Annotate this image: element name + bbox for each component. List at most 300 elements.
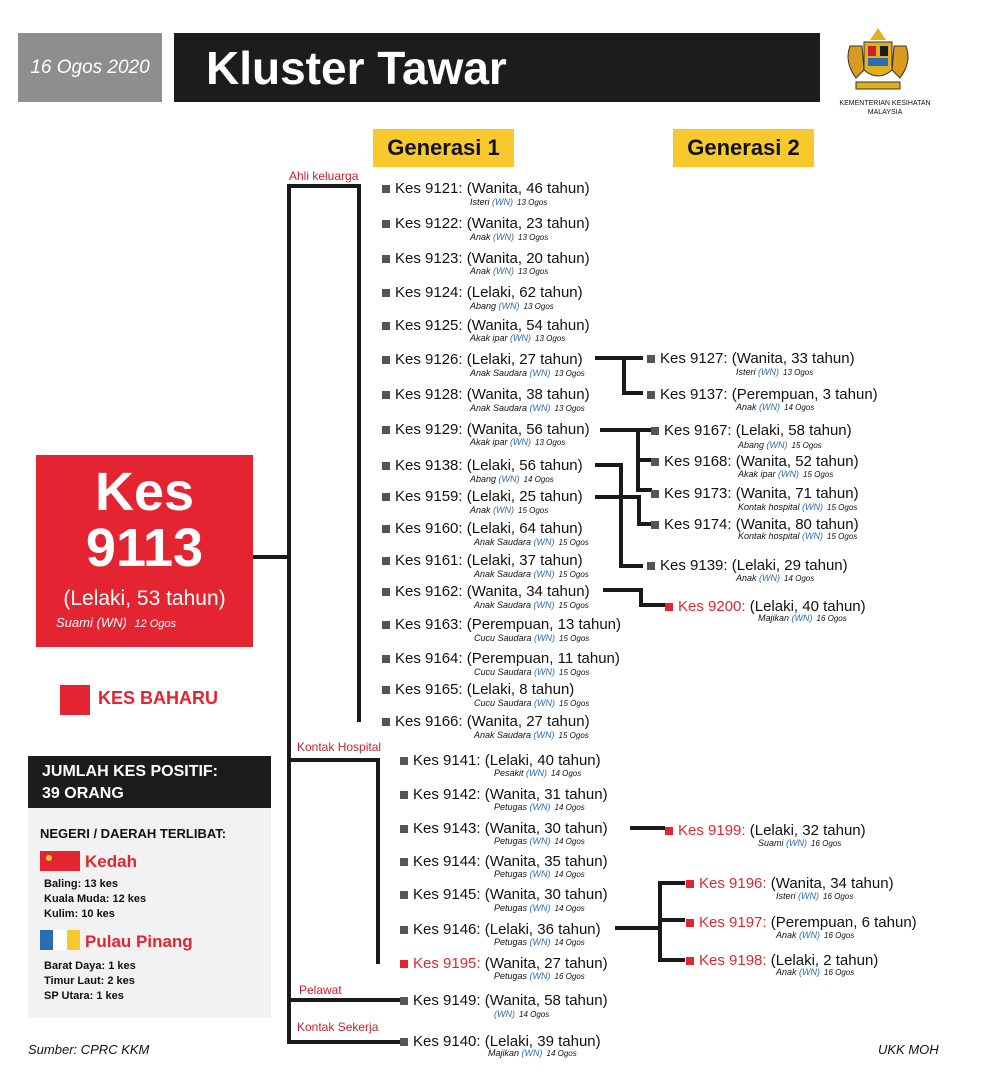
case-marker-icon — [382, 718, 390, 726]
case-date: 15 Ogos — [558, 731, 589, 740]
case-desc: (Wanita, 30 tahun) — [480, 820, 608, 837]
case-id: Kes 9144: — [413, 853, 481, 870]
case-wn: (WN) — [759, 402, 781, 412]
case-desc: (Lelaki, 62 tahun) — [462, 284, 583, 301]
case-detail — [736, 367, 813, 378]
case-detail — [470, 197, 547, 208]
case-detail — [736, 402, 814, 413]
case-id: Kes 9174: — [664, 516, 732, 533]
connector-line — [600, 428, 652, 432]
case-node — [664, 422, 852, 439]
case-date: 15 Ogos — [827, 503, 858, 512]
case-node — [699, 875, 894, 892]
case-desc: (Lelaki, 36 tahun) — [480, 921, 601, 938]
case-wn: (WN) — [534, 667, 556, 677]
case-wn: (WN) — [529, 869, 551, 879]
case-detail — [776, 891, 853, 902]
case-date: 14 Ogos — [554, 803, 585, 812]
case-node — [395, 552, 583, 569]
case-detail — [474, 730, 589, 741]
case-wn: (WN) — [758, 367, 780, 377]
case-marker-icon — [382, 426, 390, 434]
case-marker-icon — [686, 919, 694, 927]
case-node — [395, 583, 590, 600]
case-id: Kes 9145: — [413, 886, 481, 903]
case-desc: (Wanita, 34 tahun) — [766, 875, 894, 892]
case-wn: (WN) — [778, 469, 800, 479]
case-detail — [470, 232, 548, 243]
case-id: Kes 9199: — [678, 822, 746, 839]
case-node — [413, 921, 601, 938]
case-relation: Petugas — [494, 903, 530, 913]
case-relation: Suami — [758, 838, 787, 848]
district-item: Kuala Muda: 12 kes — [44, 893, 147, 905]
case-node — [395, 351, 583, 368]
case-node — [395, 616, 621, 633]
case-detail — [470, 403, 585, 414]
case-node — [395, 421, 590, 438]
connector-line — [619, 463, 623, 567]
penang-flag-icon — [40, 930, 80, 950]
case-detail — [474, 537, 589, 548]
case-node — [395, 386, 590, 403]
case-desc: (Wanita, 58 tahun) — [480, 992, 608, 1009]
date-label: 16 Ogos 2020 — [18, 33, 162, 102]
case-relation: Majikan — [758, 613, 792, 623]
case-detail — [494, 869, 585, 880]
case-relation: Majikan — [488, 1048, 522, 1058]
case-relation: Anak — [470, 232, 494, 242]
connector-line — [376, 758, 380, 964]
case-detail — [470, 368, 585, 379]
case-marker-icon — [647, 562, 655, 570]
summary-header — [28, 756, 271, 808]
case-wn: (WN) — [529, 802, 551, 812]
case-marker-icon — [651, 427, 659, 435]
case-desc: (Wanita, 23 tahun) — [462, 215, 590, 232]
case-id: Kes 9143: — [413, 820, 481, 837]
case-date: 14 Ogos — [551, 769, 582, 778]
case-desc: (Perempuan, 6 tahun) — [766, 914, 917, 931]
case-desc: (Lelaki, 27 tahun) — [462, 351, 583, 368]
case-id: Kes 9124: — [395, 284, 463, 301]
case-wn: (WN) — [529, 903, 551, 913]
case-detail — [776, 967, 854, 978]
case-desc: (Lelaki, 8 tahun) — [462, 681, 575, 698]
group-label-family: Ahli keluarga — [289, 169, 359, 183]
case-detail — [494, 903, 585, 914]
case-date: 14 Ogos — [554, 870, 585, 879]
case-date: 15 Ogos — [558, 601, 589, 610]
case-marker-icon — [651, 458, 659, 466]
case-date: 13 Ogos — [535, 438, 566, 447]
case-detail — [474, 698, 589, 709]
connector-line — [639, 603, 665, 607]
case-wn: (WN) — [529, 937, 551, 947]
case-node — [395, 681, 574, 698]
case-node — [660, 557, 848, 574]
case-detail — [736, 573, 814, 584]
index-case-kes: Kes — [94, 462, 195, 522]
case-marker-icon — [400, 757, 408, 765]
case-id: Kes 9165: — [395, 681, 463, 698]
case-relation: Isteri — [776, 891, 799, 901]
case-node — [413, 992, 608, 1009]
kedah-districts — [44, 877, 146, 922]
case-id: Kes 9162: — [395, 583, 463, 600]
case-wn: (WN) — [533, 730, 555, 740]
connector-line — [637, 495, 641, 525]
case-date: 15 Ogos — [518, 506, 549, 515]
case-marker-icon — [686, 880, 694, 888]
connector-line — [622, 356, 626, 394]
case-marker-icon — [382, 289, 390, 297]
case-desc: (Perempuan, 11 tahun) — [462, 650, 620, 667]
generation-2-label: Generasi 2 — [673, 129, 814, 167]
case-wn: (WN) — [802, 531, 824, 541]
case-date: 16 Ogos — [816, 614, 847, 623]
case-wn: (WN) — [529, 836, 551, 846]
case-relation: Cucu Saudara — [474, 633, 535, 643]
case-marker-icon — [382, 356, 390, 364]
connector-line — [287, 1040, 400, 1044]
case-detail — [470, 474, 554, 485]
case-id: Kes 9198: — [699, 952, 767, 969]
case-desc: (Wanita, 31 tahun) — [480, 786, 608, 803]
case-marker-icon — [400, 891, 408, 899]
case-desc: (Lelaki, 2 tahun) — [766, 952, 879, 969]
case-desc: (Wanita, 38 tahun) — [462, 386, 590, 403]
case-desc: (Wanita, 52 tahun) — [731, 453, 859, 470]
case-detail — [758, 613, 847, 624]
case-desc: (Wanita, 34 tahun) — [462, 583, 590, 600]
connector-line — [615, 926, 661, 930]
source-label: Sumber: CPRC KKM — [28, 1042, 150, 1057]
case-desc: (Lelaki, 56 tahun) — [462, 457, 583, 474]
case-marker-icon — [400, 960, 408, 968]
case-wn: (WN) — [492, 197, 514, 207]
case-detail — [470, 505, 548, 516]
case-wn: (WN) — [494, 1009, 515, 1019]
state-penang: Pulau Pinang — [85, 932, 193, 951]
case-id: Kes 9167: — [664, 422, 732, 439]
case-detail — [470, 333, 565, 344]
case-date: 15 Ogos — [558, 538, 589, 547]
page-title: Kluster Tawar — [174, 33, 820, 102]
case-marker-icon — [400, 1038, 408, 1046]
case-marker-icon — [400, 825, 408, 833]
case-marker-icon — [647, 355, 655, 363]
connector-line — [287, 758, 378, 762]
case-node — [395, 250, 590, 267]
case-wn: (WN) — [529, 368, 551, 378]
case-node — [664, 485, 859, 502]
case-wn: (WN) — [798, 891, 820, 901]
case-id: Kes 9164: — [395, 650, 463, 667]
case-id: Kes 9197: — [699, 914, 767, 931]
case-marker-icon — [400, 926, 408, 934]
case-marker-icon — [382, 621, 390, 629]
case-marker-icon — [382, 655, 390, 663]
case-relation: Anak — [470, 266, 494, 276]
case-date: 14 Ogos — [554, 904, 585, 913]
group-label-visitor: Pelawat — [299, 983, 342, 997]
case-marker-icon — [651, 490, 659, 498]
case-desc: (Lelaki, 40 tahun) — [480, 752, 601, 769]
case-relation: Kontak hospital — [738, 502, 803, 512]
case-id: Kes 9196: — [699, 875, 767, 892]
case-node — [395, 180, 590, 197]
case-detail — [474, 600, 589, 611]
connector-line — [287, 998, 400, 1002]
index-case-number: 9113 — [85, 518, 204, 578]
case-wn: (WN) — [493, 266, 515, 276]
case-relation: Kontak hospital — [738, 531, 803, 541]
connector-line — [658, 958, 685, 962]
case-marker-icon — [382, 493, 390, 501]
district-item: SP Utara: 1 kes — [44, 990, 124, 1002]
case-relation: Anak Saudara — [474, 600, 534, 610]
case-node — [413, 886, 608, 903]
index-case-relation — [56, 615, 176, 630]
case-desc: (Wanita, 33 tahun) — [727, 350, 855, 367]
connector-line — [622, 391, 643, 395]
index-case-wn: (WN) — [96, 615, 127, 630]
case-date: 15 Ogos — [559, 668, 590, 677]
case-id: Kes 9200: — [678, 598, 746, 615]
case-marker-icon — [382, 391, 390, 399]
case-wn: (WN) — [493, 232, 515, 242]
case-date: 14 Ogos — [519, 1010, 550, 1019]
case-id: Kes 9126: — [395, 351, 463, 368]
case-id: Kes 9125: — [395, 317, 463, 334]
generation-1-label: Generasi 1 — [373, 129, 514, 167]
case-node — [395, 713, 590, 730]
connector-line — [595, 495, 641, 499]
connector-line — [357, 184, 361, 722]
case-id: Kes 9141: — [413, 752, 481, 769]
case-marker-icon — [382, 686, 390, 694]
case-wn: (WN) — [799, 967, 821, 977]
case-marker-icon — [382, 557, 390, 565]
connector-line — [253, 555, 289, 559]
states-title: NEGERI / DAERAH TERLIBAT: — [40, 826, 227, 841]
connector-line — [658, 881, 685, 885]
case-id: Kes 9195: — [413, 955, 481, 972]
connector-line — [658, 918, 685, 922]
group-label-coworker: Kontak Sekerja — [297, 1020, 379, 1034]
case-date: 15 Ogos — [827, 532, 858, 541]
case-relation: Isteri — [736, 367, 759, 377]
case-id: Kes 9149: — [413, 992, 481, 1009]
case-id: Kes 9139: — [660, 557, 728, 574]
case-desc: (Wanita, 46 tahun) — [462, 180, 590, 197]
case-relation: Cucu Saudara — [474, 667, 535, 677]
case-relation: Anak Saudara — [474, 730, 534, 740]
case-desc: (Lelaki, 37 tahun) — [462, 552, 583, 569]
case-id: Kes 9123: — [395, 250, 463, 267]
case-relation: Petugas — [494, 836, 530, 846]
case-detail — [494, 836, 585, 847]
case-wn: (WN) — [498, 474, 520, 484]
case-desc: (Lelaki, 58 tahun) — [731, 422, 852, 439]
case-wn: (WN) — [510, 333, 532, 343]
index-case-rel: Suami — [56, 615, 93, 630]
case-desc: (Wanita, 27 tahun) — [480, 955, 608, 972]
case-marker-icon — [382, 322, 390, 330]
case-date: 16 Ogos — [824, 931, 855, 940]
case-detail — [474, 667, 589, 678]
case-desc: (Lelaki, 29 tahun) — [727, 557, 848, 574]
case-relation: Abang — [470, 301, 499, 311]
case-id: Kes 9129: — [395, 421, 463, 438]
case-date: 13 Ogos — [535, 334, 566, 343]
case-date: 13 Ogos — [783, 368, 814, 377]
case-id: Kes 9161: — [395, 552, 463, 569]
case-wn: (WN) — [498, 301, 520, 311]
case-id: Kes 9159: — [395, 488, 463, 505]
ministry-label: KEMENTERIAN KESIHATAN MALAYSIA — [839, 100, 931, 116]
case-desc: (Perempuan, 3 tahun) — [727, 386, 878, 403]
case-node — [413, 853, 608, 870]
case-node — [395, 520, 583, 537]
state-kedah: Kedah — [85, 852, 137, 871]
case-date: 13 Ogos — [554, 404, 585, 413]
case-relation: Anak Saudara — [474, 569, 534, 579]
connector-line — [630, 826, 665, 830]
connector-line — [287, 184, 359, 188]
case-relation: Akak ipar — [470, 333, 511, 343]
case-desc: (Lelaki, 32 tahun) — [745, 822, 866, 839]
case-relation: Akak ipar — [738, 469, 779, 479]
case-id: Kes 9160: — [395, 520, 463, 537]
case-id: Kes 9163: — [395, 616, 463, 633]
case-id: Kes 9140: — [413, 1033, 481, 1050]
case-wn: (WN) — [759, 573, 781, 583]
case-detail — [494, 937, 585, 948]
case-relation: Petugas — [494, 802, 530, 812]
credit-label: UKK MOH — [878, 1042, 939, 1057]
case-wn: (WN) — [786, 838, 808, 848]
case-relation: Cucu Saudara — [474, 698, 535, 708]
district-item: Timur Laut: 2 kes — [44, 975, 135, 987]
case-marker-icon — [651, 521, 659, 529]
case-detail — [488, 1048, 577, 1059]
case-date: 13 Ogos — [554, 369, 585, 378]
case-date: 14 Ogos — [784, 574, 815, 583]
group-label-hospital: Kontak Hospital — [297, 740, 382, 754]
index-case-date: 12 Ogos — [134, 618, 177, 630]
case-relation: Anak — [736, 573, 760, 583]
case-node — [413, 786, 608, 803]
index-case-box — [36, 455, 253, 647]
case-date: 13 Ogos — [518, 267, 549, 276]
case-id: Kes 9146: — [413, 921, 481, 938]
case-relation: Anak — [776, 930, 800, 940]
case-date: 16 Ogos — [824, 968, 855, 977]
case-date: 14 Ogos — [784, 403, 815, 412]
case-relation: Anak Saudara — [474, 537, 534, 547]
case-date: 13 Ogos — [518, 233, 549, 242]
case-date: 16 Ogos — [823, 892, 854, 901]
case-node — [395, 215, 590, 232]
case-marker-icon — [647, 391, 655, 399]
case-date: 15 Ogos — [559, 699, 590, 708]
case-detail — [758, 838, 841, 849]
case-desc: (Lelaki, 64 tahun) — [462, 520, 583, 537]
connector-line — [619, 564, 643, 568]
case-id: Kes 9137: — [660, 386, 728, 403]
connector-line — [595, 356, 643, 360]
case-marker-icon — [400, 858, 408, 866]
connector-line — [636, 488, 652, 492]
case-relation: Petugas — [494, 869, 530, 879]
case-relation: Anak — [776, 967, 800, 977]
case-wn: (WN) — [791, 613, 813, 623]
case-detail — [776, 930, 854, 941]
case-date: 15 Ogos — [791, 441, 822, 450]
case-date: 13 Ogos — [517, 198, 548, 207]
case-date: 15 Ogos — [803, 470, 834, 479]
case-relation: Anak — [470, 505, 494, 515]
case-node — [395, 488, 583, 505]
case-marker-icon — [400, 791, 408, 799]
case-wn: (WN) — [510, 437, 532, 447]
case-desc: (Wanita, 80 tahun) — [731, 516, 859, 533]
case-detail — [738, 440, 822, 451]
case-date: 14 Ogos — [554, 837, 585, 846]
kedah-flag-icon — [40, 851, 80, 871]
case-node — [395, 457, 583, 474]
case-detail — [470, 437, 565, 448]
case-id: Kes 9121: — [395, 180, 463, 197]
case-detail — [470, 301, 554, 312]
summary-title-2: 39 ORANG — [42, 785, 124, 802]
case-desc: (Wanita, 30 tahun) — [480, 886, 608, 903]
case-marker-icon — [686, 957, 694, 965]
case-wn: (WN) — [521, 1048, 543, 1058]
case-detail — [738, 502, 857, 513]
case-id: Kes 9128: — [395, 386, 463, 403]
case-node — [395, 317, 590, 334]
district-item: Kulim: 10 kes — [44, 908, 115, 920]
district-item: Baling: 13 kes — [44, 878, 118, 890]
case-marker-icon — [400, 997, 408, 1005]
case-date: 14 Ogos — [523, 475, 554, 484]
case-marker-icon — [382, 220, 390, 228]
case-relation: Anak Saudara — [470, 403, 530, 413]
case-marker-icon — [665, 603, 673, 611]
case-desc: (Wanita, 54 tahun) — [462, 317, 590, 334]
case-node — [395, 650, 620, 667]
case-relation: Petugas — [494, 971, 530, 981]
case-date: 13 Ogos — [523, 302, 554, 311]
case-wn: (WN) — [802, 502, 824, 512]
case-relation: Abang — [470, 474, 499, 484]
case-desc: (Wanita, 56 tahun) — [462, 421, 590, 438]
case-marker-icon — [665, 827, 673, 835]
case-wn: (WN) — [534, 698, 556, 708]
case-relation: Anak Saudara — [470, 368, 530, 378]
case-detail — [494, 971, 585, 982]
case-wn: (WN) — [526, 768, 548, 778]
case-detail — [738, 531, 857, 542]
penang-districts — [44, 959, 136, 1004]
case-detail — [474, 569, 589, 580]
case-wn: (WN) — [533, 600, 555, 610]
legend-label: KES BAHARU — [98, 688, 219, 708]
case-wn: (WN) — [533, 537, 555, 547]
